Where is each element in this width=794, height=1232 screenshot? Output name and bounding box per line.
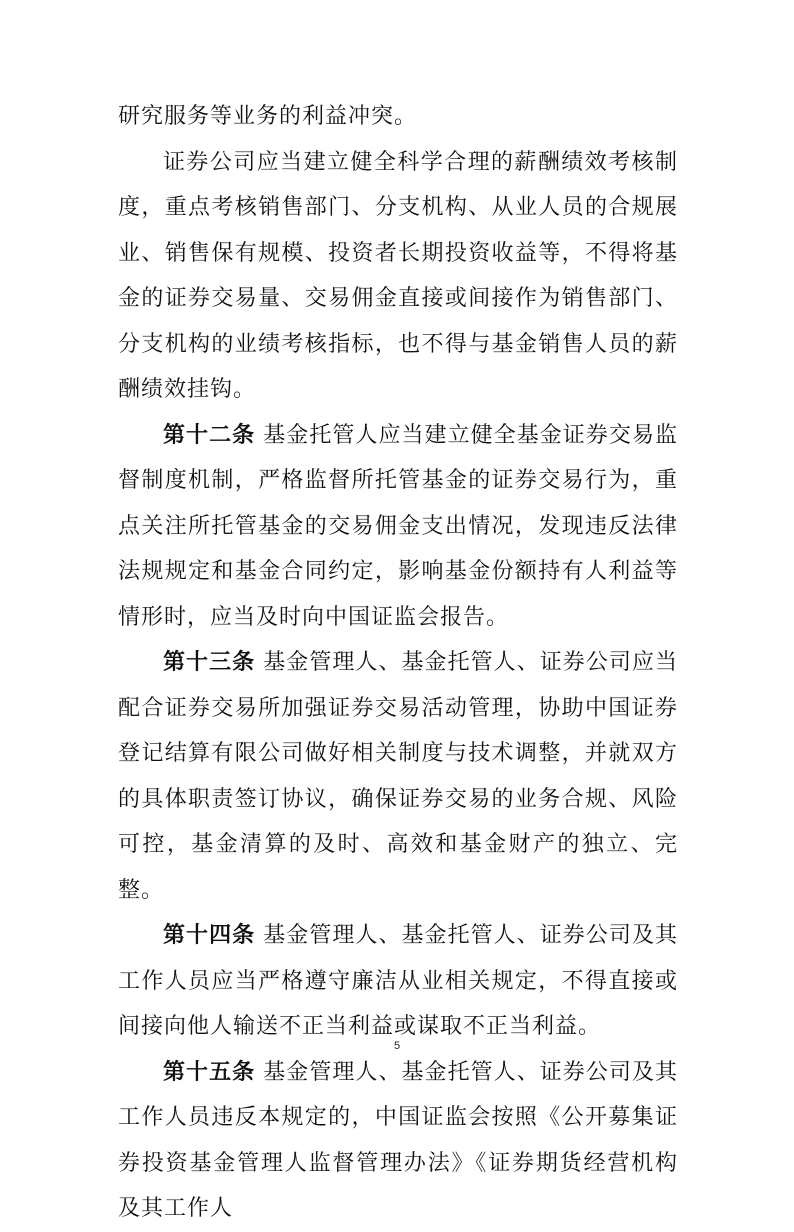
article-13-label: 第十三条 [163, 650, 256, 675]
article-15 [118, 1050, 678, 1232]
article-14-label: 第十四条 [163, 923, 256, 948]
paragraph-compensation: 证券公司应当建立健全科学合理的薪酬绩效考核制度，重点考核销售部门、分支机构、从业人员的合规展业、销售保有规模、投资者长期投资收益等，不得将基金的证券交易量、交易佣金直接或间接作为销售部门、分支机构的业绩考核指标，也不得与基金销售人员的薪酬绩效挂钩。 [118, 149, 678, 402]
article-13-text: 基金管理人、基金托管人、证券公司应当配合证券交易所加强证券交易活动管理，协助中国证券登记结算有限公司做好相关制度与技术调整，并就双方的具体职责签订协议，确保证券交易的业务合规、风险可控，基金清算的及时、高效和基金财产的独立、完整。 [118, 650, 678, 903]
article-15-label: 第十五条 [163, 1059, 256, 1085]
article-14 [118, 913, 678, 1050]
page-number: 5 [393, 1040, 401, 1052]
paragraph-continuation: 研究服务等业务的利益冲突。 [118, 104, 418, 129]
article-13 [118, 640, 678, 913]
document-body [118, 94, 678, 1232]
article-12-label: 第十二条 [163, 422, 256, 448]
article-14-text: 基金管理人、基金托管人、证券公司及其工作人员应当严格遵守廉洁从业相关规定，不得直接或间接向他人输送不正当利益或谋取不正当利益。 [118, 923, 678, 1039]
article-12-text: 基金托管人应当建立健全基金证券交易监督制度机制，严格监督所托管基金的证券交易行为，重点关注所托管基金的交易佣金支出情况，发现违反法律法规规定和基金合同约定，影响基金份额持有人利益等情形时，应当及时向中国证监会报告。 [118, 422, 678, 630]
article-15-text: 基金管理人、基金托管人、证券公司及其工作人员违反本规定的，中国证监会按照《公开募集证券投资基金管理人监督管理办法》《证券期货经营机构及其工作人 [118, 1059, 678, 1221]
article-12 [118, 413, 678, 641]
